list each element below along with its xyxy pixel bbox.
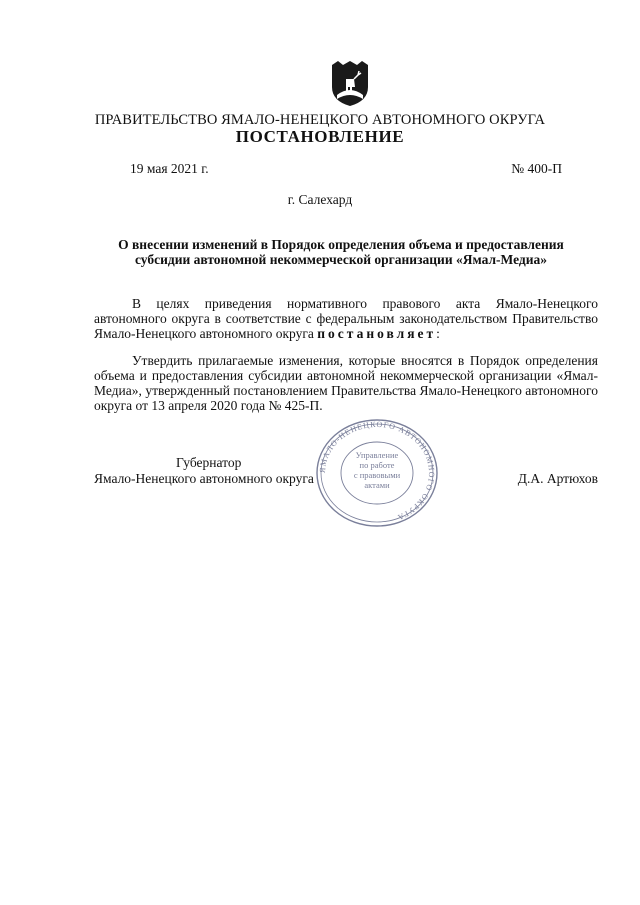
approval-stamp-icon [314, 418, 440, 528]
stamp-ring-text: ЯМАЛО-НЕНЕЦКОГО АВТОНОМНОГО ОКРУГА [317, 419, 437, 523]
stamp-line-2: по работе [359, 460, 395, 470]
paragraph-preamble-end: : [436, 326, 440, 341]
stamp-line-1: Управление [355, 450, 399, 460]
paragraph-resolution: Утвердить прилагаемые изменения, которые вносятся в Порядок определения объема и предоставления субсидии автономной некоммерческой организации «Ямал-Медиа», утвержденный постановлением Правительства Ямало-Ненецкого автономного округа от 13 апреля 2020 года № 425-П. [94, 353, 598, 413]
coat-of-arms-icon [329, 61, 371, 108]
document-title: О внесении изменений в Порядок определения объема и предоставления субсидии автономной некоммерческой организации «Ямал-Медиа» [118, 237, 564, 267]
signer-name: Д.А. Артюхов [517, 471, 598, 486]
decision-keyword: постановляет [317, 326, 437, 341]
document-city: г. Салехард [287, 192, 353, 207]
document-date: 19 мая 2021 г. [130, 161, 209, 176]
signer-region: Ямало-Ненецкого автономного округа [94, 471, 314, 486]
stamp-line-4: актами [364, 480, 390, 490]
stamp-line-3: с правовыми [353, 470, 401, 480]
document-type: ПОСТАНОВЛЕНИЕ [235, 127, 405, 146]
paragraph-preamble [94, 296, 598, 341]
signer-title: Губернатор [176, 455, 242, 470]
paragraph-preamble-text: В целях приведения нормативного правового акта Ямало-Ненецкого автономного округа в соответствие с федеральным законодательством Правительство Ямало-Ненецкого автономного округа [94, 296, 598, 341]
document-number: № 400-П [511, 161, 562, 176]
government-name: ПРАВИТЕЛЬСТВО ЯМАЛО-НЕНЕЦКОГО АВТОНОМНОГО ОКРУГА [94, 112, 546, 128]
